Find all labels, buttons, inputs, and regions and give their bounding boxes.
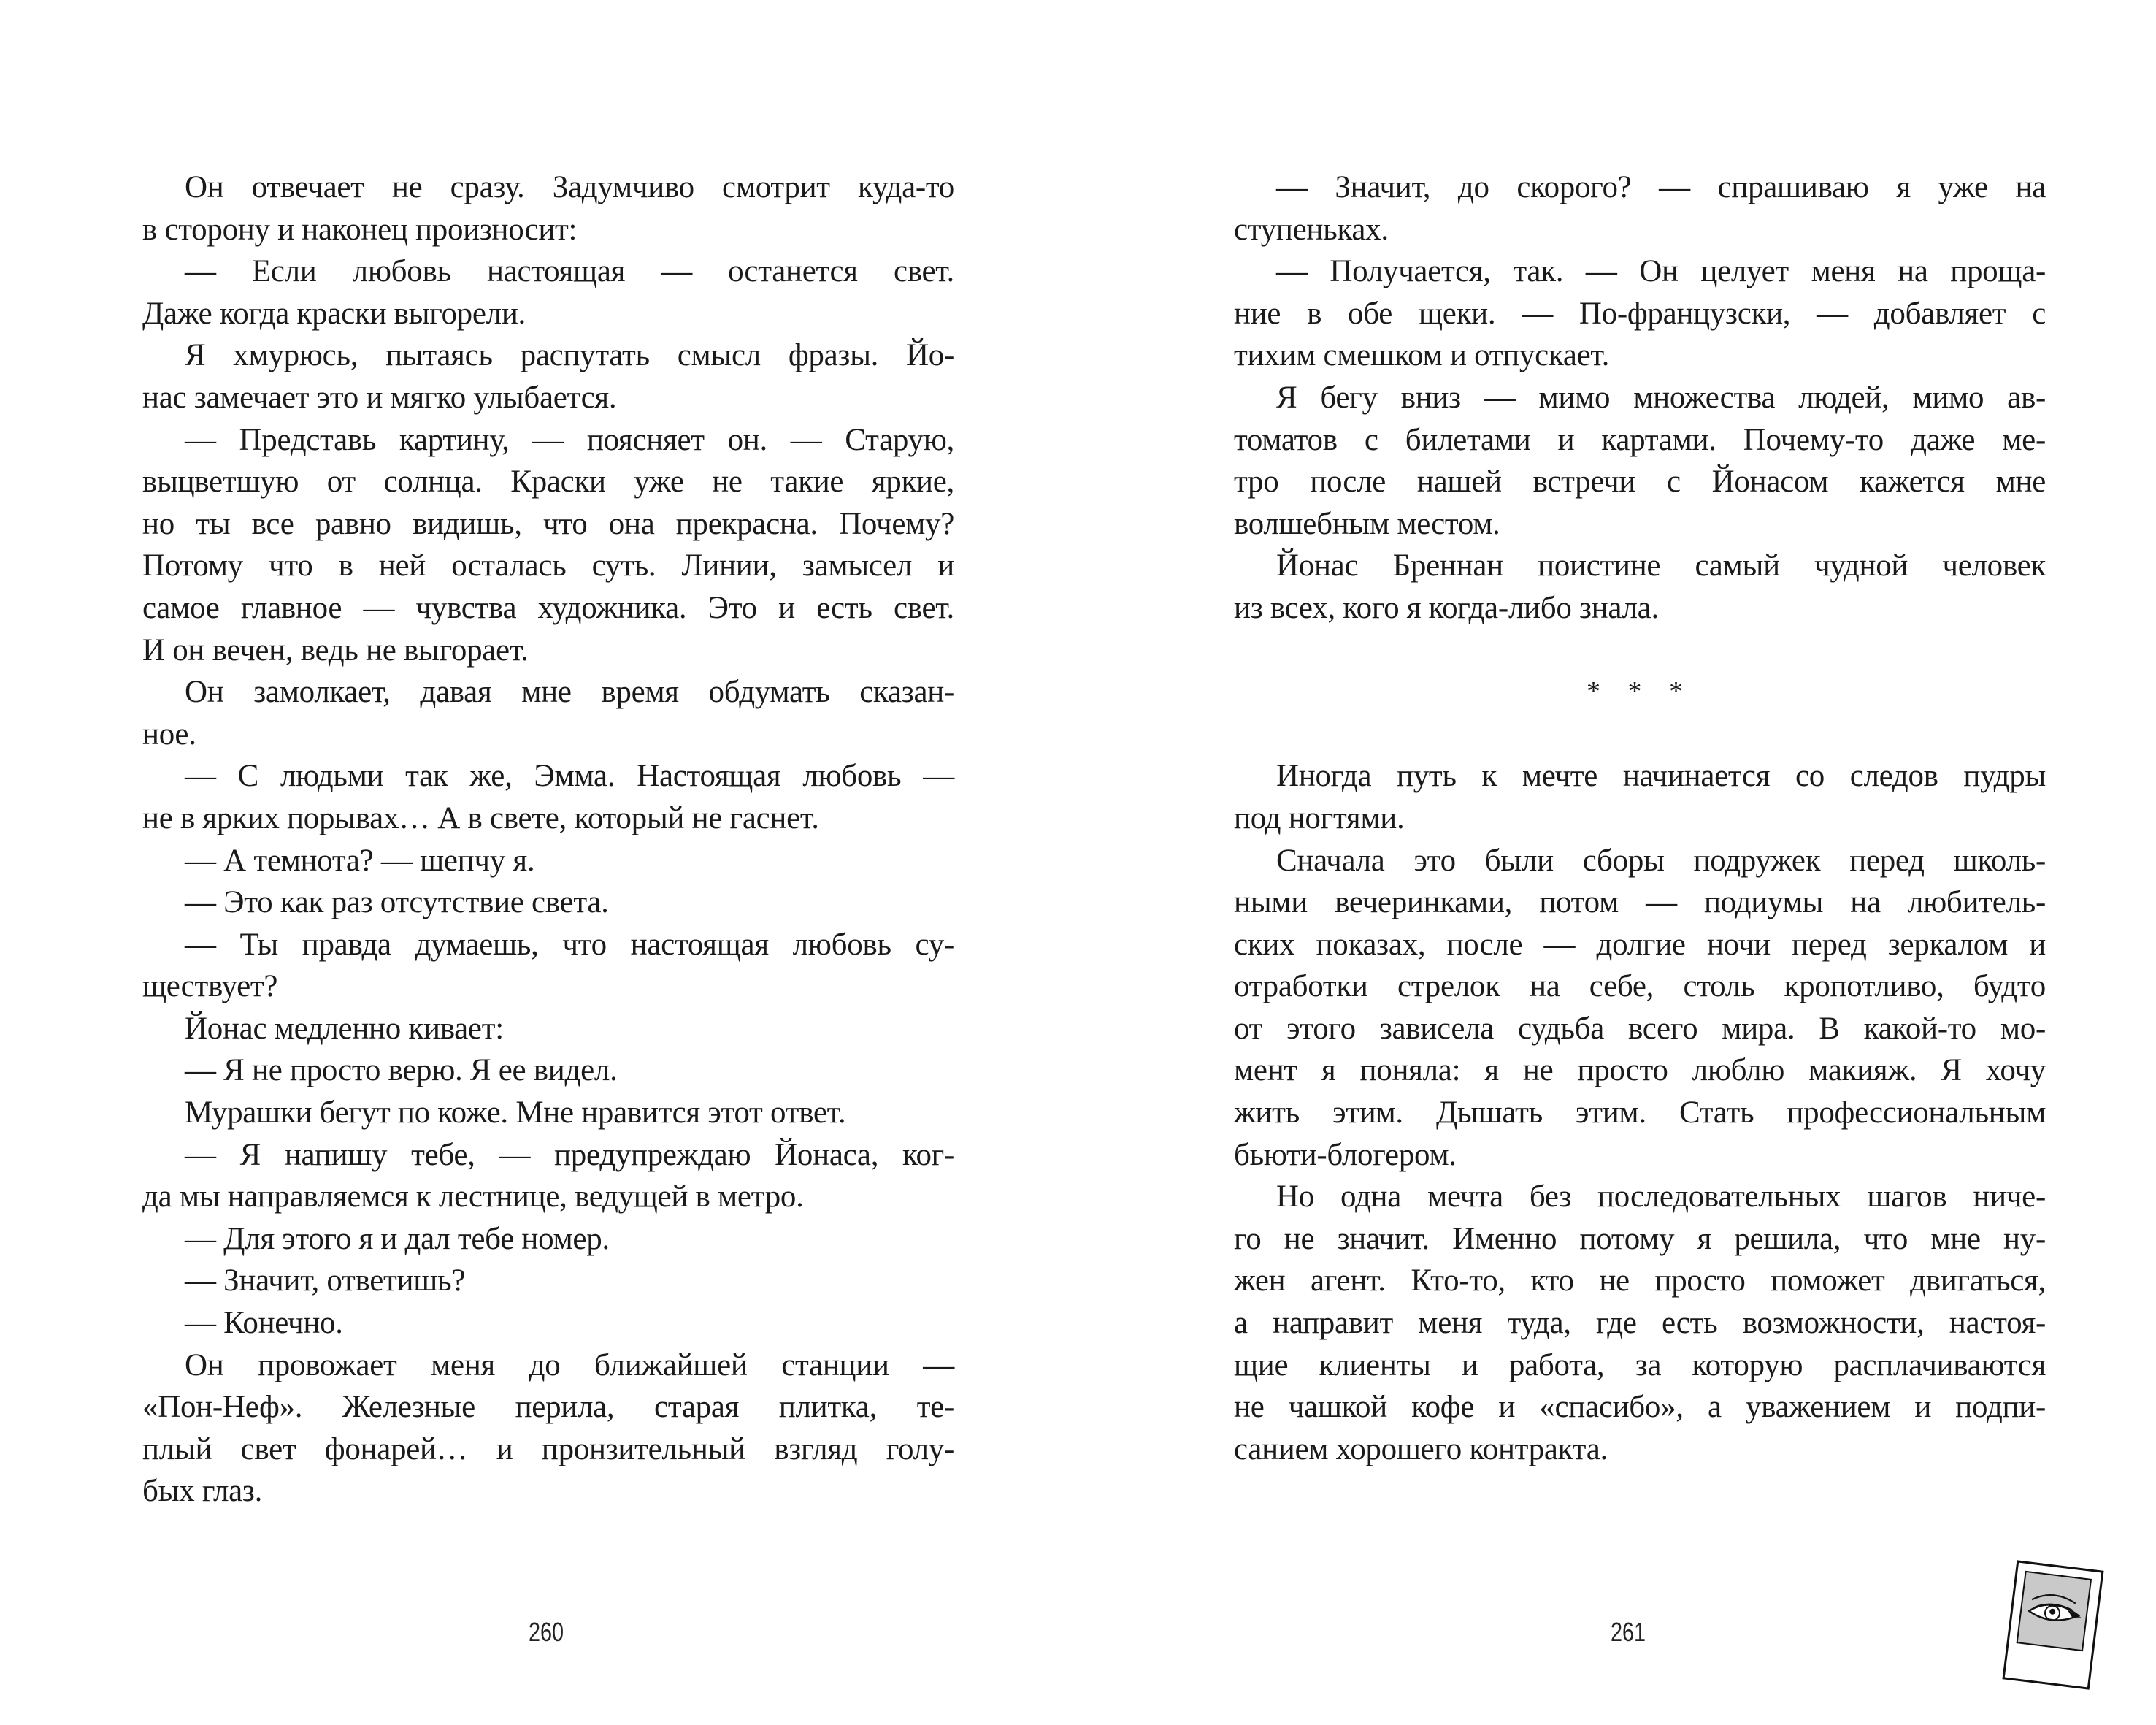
text-line: Но одна мечта без последовательных шагов ниче- (1276, 1179, 2046, 1215)
text-line: Мурашки бегут по коже. Мне нравится этот ответ. (185, 1095, 846, 1131)
text-line: жен агент. Кто-то, кто не просто поможет двигаться, (1234, 1263, 2046, 1298)
text-line: — А темнота? — шепчу я. (185, 843, 535, 878)
text-line: от этого зависела судьба всего мира. В какой-то мо- (1234, 1011, 2046, 1046)
text-line: Йонас Бреннан поистине самый чудной человек (1276, 548, 2046, 584)
text-line: Потому что в ней осталась суть. Линии, замысел и (142, 548, 954, 584)
text-line: — Для этого я и дал тебе номер. (185, 1221, 610, 1256)
page-number-left: 260 (529, 1617, 564, 1647)
text-line: щие клиенты и работа, за которую расплачиваются (1234, 1347, 2046, 1382)
text-line: бых глаз. (142, 1474, 263, 1509)
text-line: из всех, кого я когда-либо знала. (1234, 590, 1659, 625)
right-page-text (1234, 167, 2046, 1470)
text-line: — Конечно. (185, 1306, 343, 1341)
text-line: И он вечен, ведь не выгорает. (142, 632, 529, 668)
text-line: Даже когда краски выгорели. (142, 296, 526, 331)
text-line: не чашкой кофе и «спасибо», а уважением и подпи- (1234, 1390, 2046, 1425)
text-line: — Я не просто верю. Я ее видел. (185, 1053, 618, 1088)
text-line: отработки стрелок на себе, столь кропотливо, будто (1234, 969, 2046, 1004)
text-line: ние в обе щеки. — По-французски, — добавляет с (1234, 296, 2046, 331)
text-line: Он замолкает, давая мне время обдумать сказан- (185, 675, 954, 710)
text-line: выцветшую от солнца. Краски уже не такие яркие, (142, 464, 954, 500)
text-line: санием хорошего контракта. (1234, 1431, 1608, 1466)
text-line: ществует? (142, 969, 278, 1004)
text-line: — Я напишу тебе, — предупреждаю Йонаса, ког- (185, 1137, 954, 1172)
text-line: ное. (142, 716, 196, 751)
text-line: — Значит, до скорого? — спрашиваю я уже на (1276, 170, 2046, 204)
text-line: плый свет фонарей… и пронзительный взгляд голу- (142, 1431, 954, 1466)
text-line: самое главное — чувства художника. Это и есть свет. (142, 590, 954, 625)
text-line: да мы направляемся к лестнице, ведущей в метро. (142, 1179, 804, 1215)
text-line: Иногда путь к мечте начинается со следов пудры (1276, 759, 2046, 794)
text-line: нас замечает это и мягко улыбается. (142, 380, 617, 415)
text-line: мент я поняла: я не просто люблю макияж. Я хочу (1234, 1053, 2046, 1088)
text-line: ступеньках. (1234, 212, 1389, 247)
text-line: а направит меня туда, где есть возможности, настоя- (1234, 1306, 2046, 1341)
text-line: в сторону и наконец произносит: (142, 212, 578, 247)
left-page-text (142, 167, 954, 1512)
text-line: — Представь картину, — поясняет он. — Старую, (185, 422, 954, 457)
text-line: — С людьми так же, Эмма. Настоящая любовь — (185, 759, 954, 794)
text-line: — Получается, так. — Он целует меня на проща- (1276, 254, 2046, 289)
text-line: Он отвечает не сразу. Задумчиво смотрит куда-то (185, 170, 954, 204)
eye-icon (2018, 1572, 2090, 1650)
text-line: Йонас медленно кивает: (185, 1011, 504, 1046)
text-line: но ты все равно видишь, что она прекрасна. Почему? (142, 506, 954, 541)
text-line: «Пон-Неф». Железные перила, старая плитка, те- (142, 1390, 954, 1425)
text-line: — Если любовь настоящая — останется свет. (185, 254, 954, 289)
text-line: Сначала это были сборы подружек перед школь- (1276, 843, 2046, 878)
text-line: тихим смешком и отпускает. (1234, 338, 1610, 373)
section-break: * * * (1587, 676, 1693, 708)
text-line: Я бегу вниз — мимо множества людей, мимо ав- (1276, 380, 2046, 415)
text-line: тро после нашей встречи с Йонасом кажется мне (1234, 464, 2046, 500)
text-line: Я хмурюсь, пытаясь распутать смысл фразы. Йо- (185, 338, 954, 373)
text-line: ских показах, после — долгие ночи перед зеркалом и (1234, 927, 2046, 962)
text-line: под ногтями. (1234, 800, 1405, 835)
text-line: — Значит, ответишь? (185, 1263, 466, 1298)
photo-area (2017, 1571, 2092, 1651)
text-line: — Это как раз отсутствие света. (185, 885, 609, 920)
text-line: томатов с билетами и картами. Почему-то даже ме- (1234, 422, 2046, 457)
text-line: волшебным местом. (1234, 506, 1500, 541)
text-line: не в ярких порывах… А в свете, который не гаснет. (142, 800, 819, 835)
text-line: — Ты правда думаешь, что настоящая любовь су- (185, 927, 954, 962)
text-line: бьюти-блогером. (1234, 1137, 1457, 1172)
text-line: жить этим. Дышать этим. Стать профессиональным (1234, 1095, 2046, 1131)
polaroid-eye-icon (2002, 1560, 2103, 1689)
text-line: го не значит. Именно потому я решила, что мне ну- (1234, 1221, 2046, 1256)
text-line: ными вечеринками, потом — подиумы на любитель- (1234, 885, 2046, 920)
page-number-right: 261 (1611, 1617, 1646, 1647)
text-line: Он провожает меня до ближайшей станции — (185, 1347, 954, 1382)
